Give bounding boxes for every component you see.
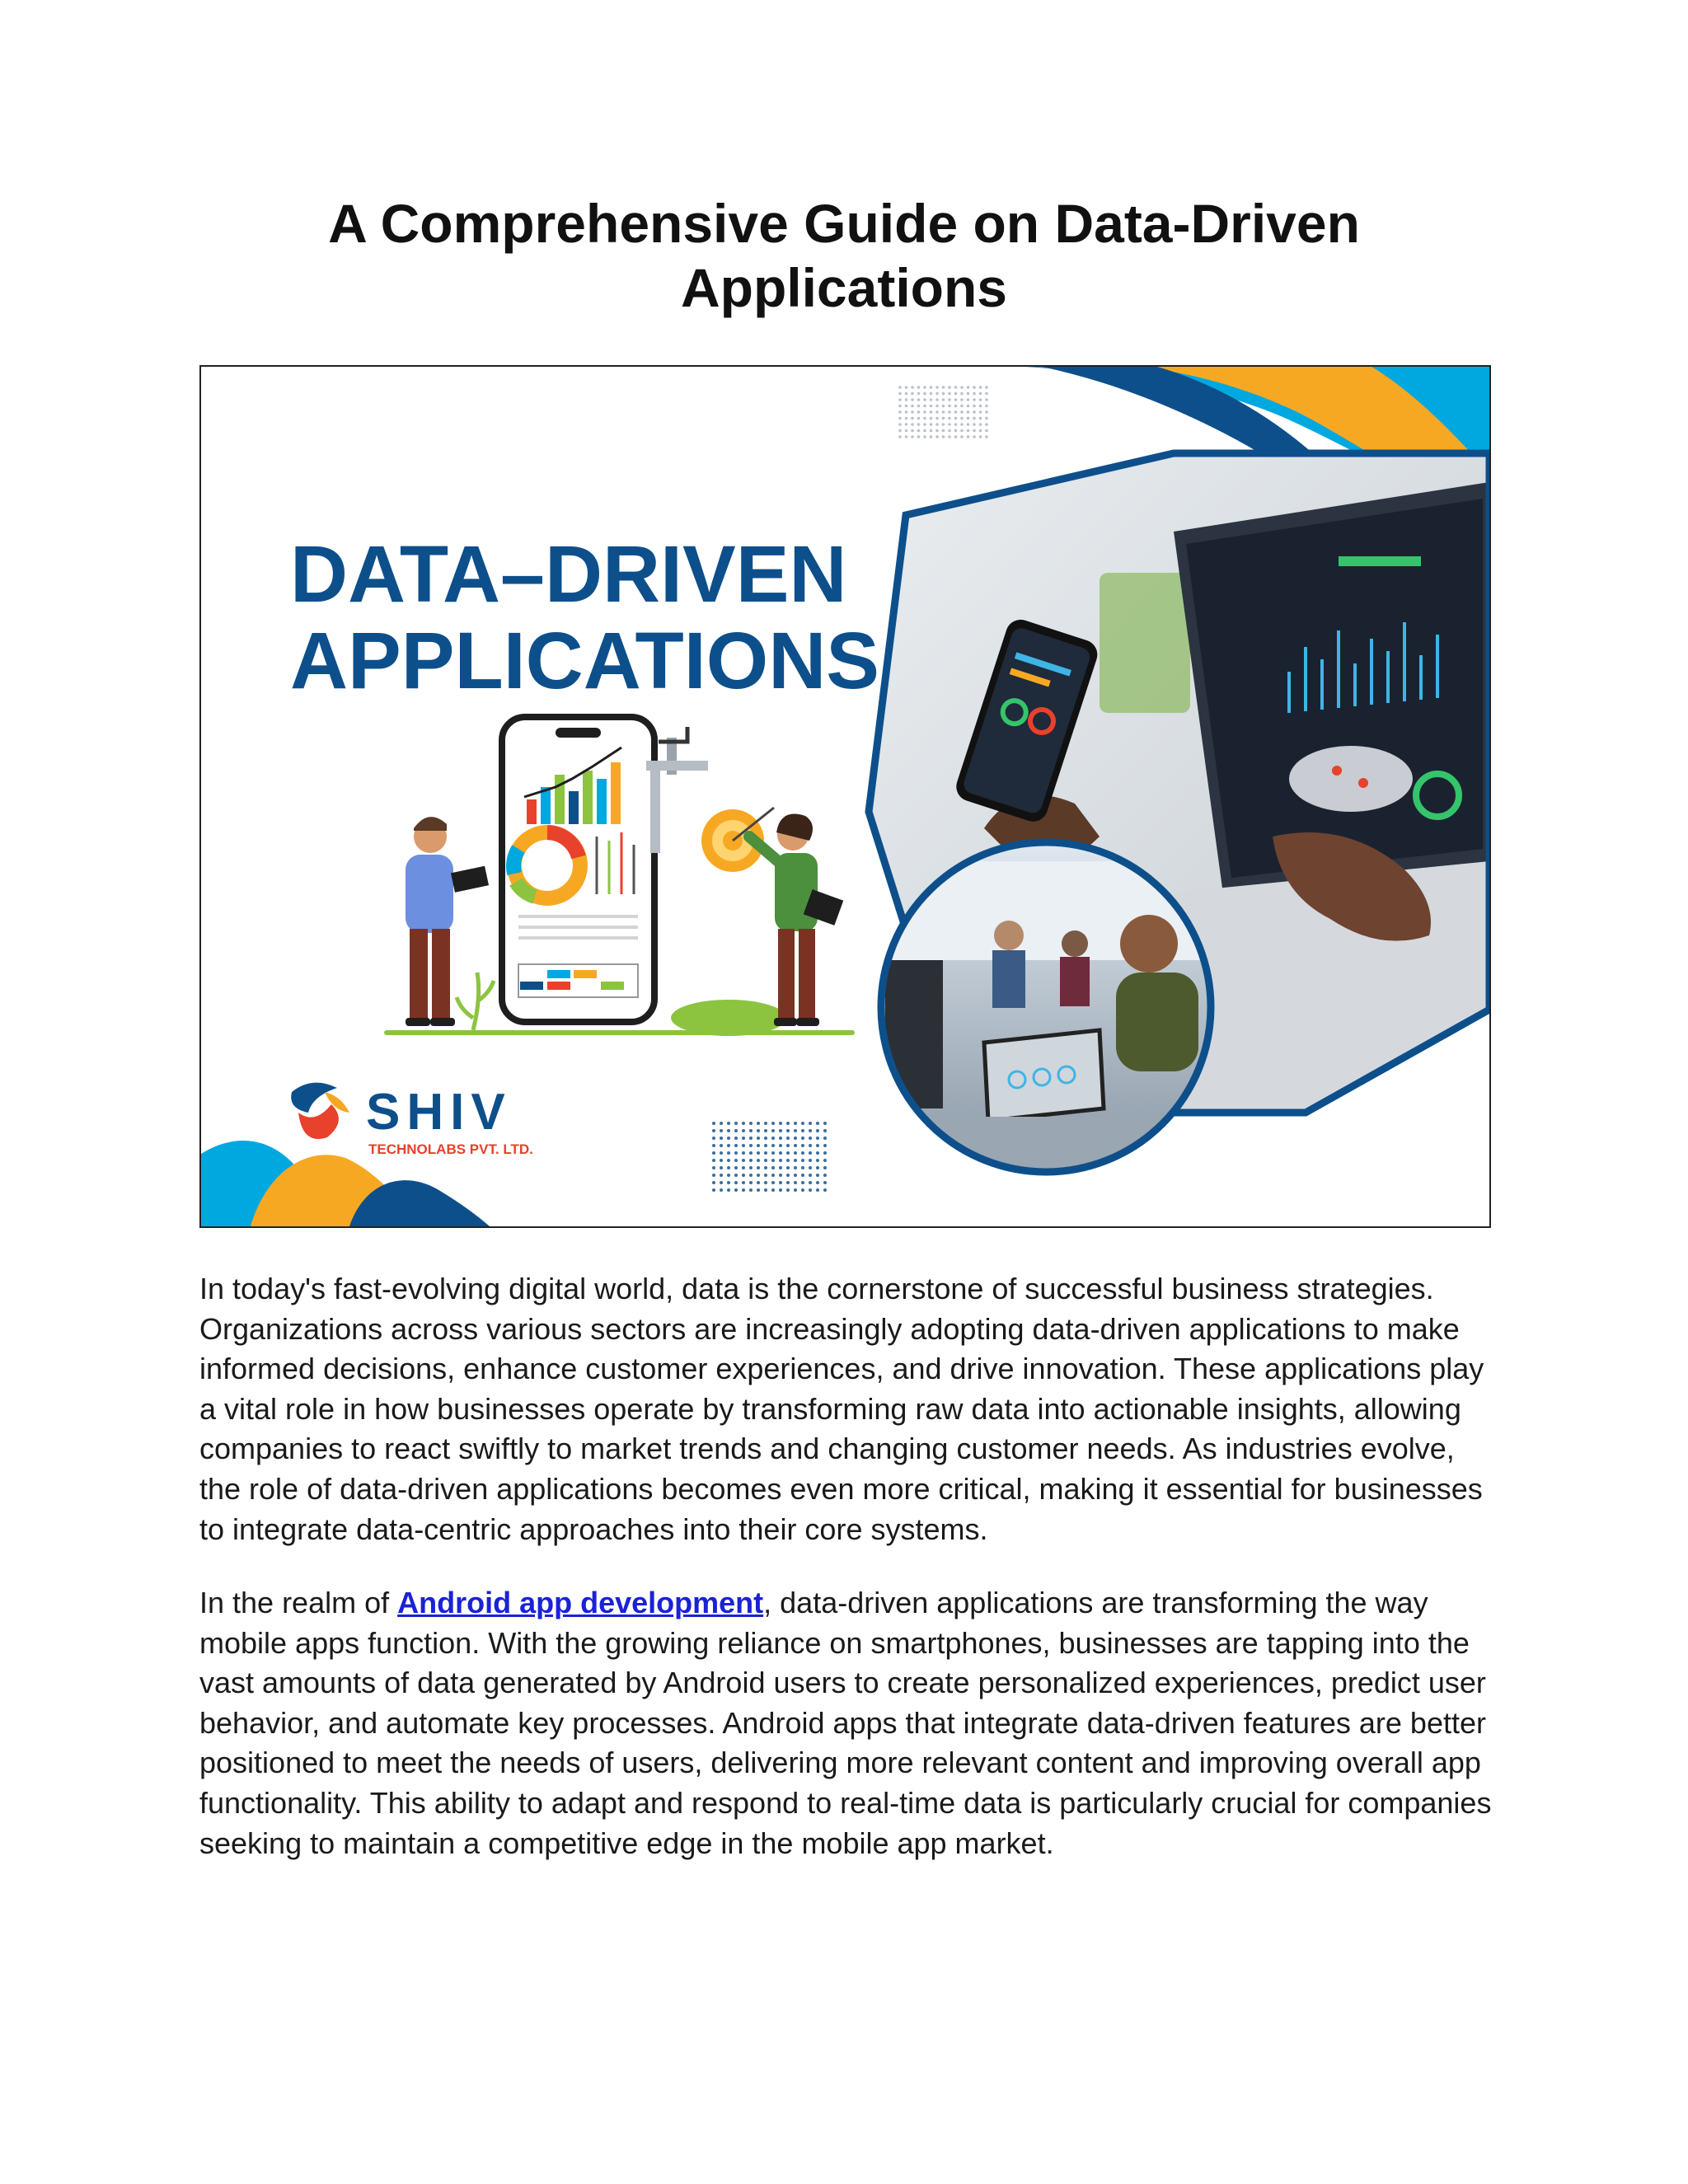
android-paragraph-rest: , data-driven applications are transforming the way mobile apps function. With the growing reliance on smartphones, businesses are tapping into the vast amounts of data generated by Android users to create personalized experiences, predict user behavior, and automate key processes. Android apps that integrate data-driven features are better positioned to meet the needs of users, delivering more relevant content and improving overall app functionality. This ability to adapt and respond to real-time data is particularly crucial for companies seeking to maintain a competitive edge in the mobile app market. bbox=[199, 1586, 1492, 1860]
hero-headline-line-2: APPLICATIONS bbox=[290, 616, 879, 705]
team-meeting-photo bbox=[881, 842, 1211, 1183]
android-paragraph bbox=[199, 1583, 1502, 1863]
man-with-tablet-figure bbox=[406, 817, 489, 1026]
dot-pattern-top bbox=[898, 386, 988, 438]
hero-banner-image bbox=[199, 365, 1491, 1228]
logo-name: SHIV bbox=[366, 1084, 512, 1141]
document-title bbox=[198, 191, 1490, 320]
android-paragraph-lead: In the realm of bbox=[199, 1586, 398, 1619]
logo-tagline: TECHNOLABS PVT. LTD. bbox=[368, 1141, 533, 1157]
woman-with-folder-figure bbox=[749, 814, 843, 1027]
phone-dashboard-illustration bbox=[502, 717, 654, 1022]
android-app-development-link[interactable]: Android app development bbox=[397, 1586, 764, 1619]
dot-pattern-bottom bbox=[712, 1122, 827, 1192]
shiv-technolabs-logo bbox=[291, 1083, 533, 1157]
hero-headline-line-1: DATA–DRIVEN bbox=[290, 529, 847, 619]
title-line-2: Applications bbox=[680, 257, 1008, 318]
title-line-1: A Comprehensive Guide on Data-Driven bbox=[328, 193, 1360, 254]
faucet-target-illustration bbox=[646, 727, 774, 872]
intro-paragraph: In today's fast-evolving digital world, data is the cornerstone of successful business strategies. Organizations across various sectors are increasingly adopting data-driven applications to make informed decisions, enhance customer experiences, and drive innovation. These applications play a vital role in how businesses operate by transforming raw data into actionable insights, allowing companies to react swiftly to market trends and changing customer needs. As industries evolve, the role of data-driven applications becomes even more critical, making it essential for businesses to integrate data-centric approaches into their core systems. bbox=[199, 1272, 1484, 1546]
